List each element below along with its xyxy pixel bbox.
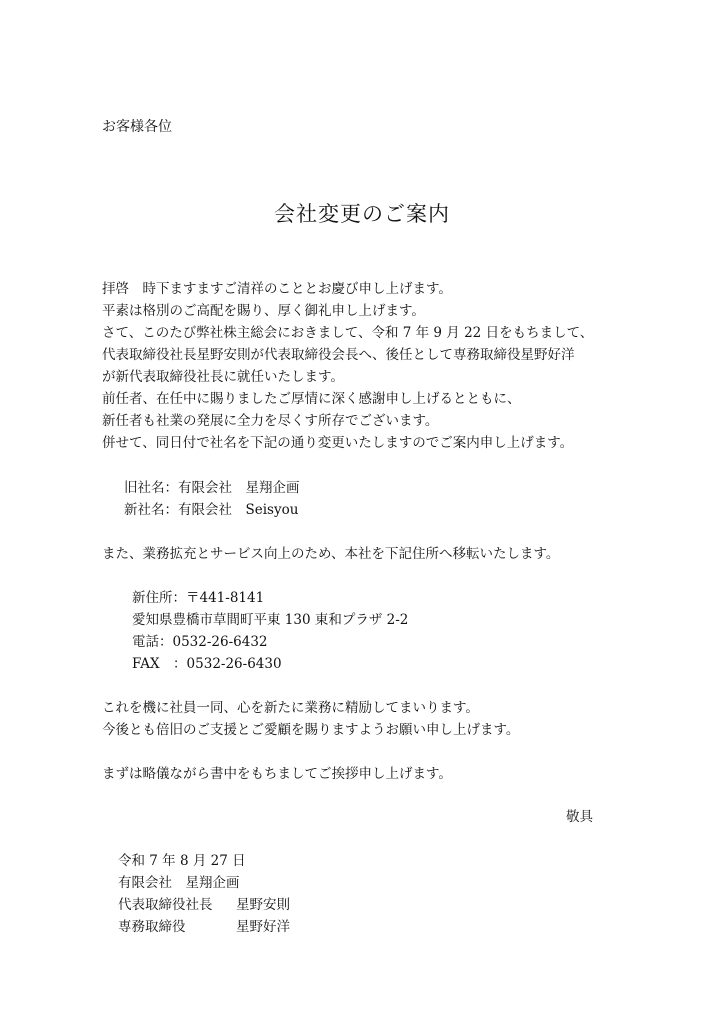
body-line: が新代表取締役社長に就任いたします。 [102,369,344,385]
addressee: お客様各位 [102,119,172,135]
president-name: 星野安則 [236,897,290,913]
closing-line: これを機に社員一同、心を新たに業務に精励してまいります。 [102,700,479,716]
new-address-postal: 新住所：〒441-8141 [132,590,265,606]
letter-date: 令和 7 年 8 月 27 日 [118,853,246,869]
body-line: さて、このたび弊社株主総会におきまして、令和 7 年 9 月 22 日をもちまして、 [102,325,594,341]
body-line: 新任者も社業の発展に全力を尽くす所存でございます。 [102,413,439,429]
director-name: 星野好洋 [236,919,290,935]
body-line: 代表取締役社長星野安則が代表取締役会長へ、後任として専務取締役星野好洋 [102,347,575,363]
old-company-name: 旧社名：有限会社 星翔企画 [124,480,300,496]
director-title: 専務取締役 [118,919,186,935]
thanks-line: 平素は格別のご高配を賜り、厚く御礼申し上げます。 [102,303,425,319]
relocation-notice: また、業務拡充とサービス向上のため、本社を下記住所へ移転いたします。 [102,546,560,562]
closing-line: 今後とも倍旧のご支援とご愛顧を賜りますようお願い申し上げます。 [102,722,520,738]
new-company-name: 新社名：有限会社 Seisyou [124,502,299,518]
greeting-line: 拝啓 時下ますますご清祥のこととお慶び申し上げます。 [102,281,452,297]
new-address-street: 愛知県豊橋市草間町平東 130 東和プラザ 2-2 [132,612,409,628]
body-line: 併せて、同日付で社名を下記の通り変更いたしますのでご案内申し上げます。 [102,435,574,451]
fax-number: FAX ：0532-26-6430 [132,656,282,672]
keigu: 敬具 [566,809,593,825]
president-title: 代表取締役社長 [118,897,213,913]
company-name: 有限会社 星翔企画 [118,875,240,891]
phone-number: 電話：0532-26-6432 [132,634,268,650]
closing-line: まずは略儀ながら書中をもちましてご挨拶申し上げます。 [102,766,452,782]
body-line: 前任者、在任中に賜りましたご厚情に深く感謝申し上げるとともに、 [102,391,521,407]
letter-title: 会社変更のご案内 [274,202,450,226]
